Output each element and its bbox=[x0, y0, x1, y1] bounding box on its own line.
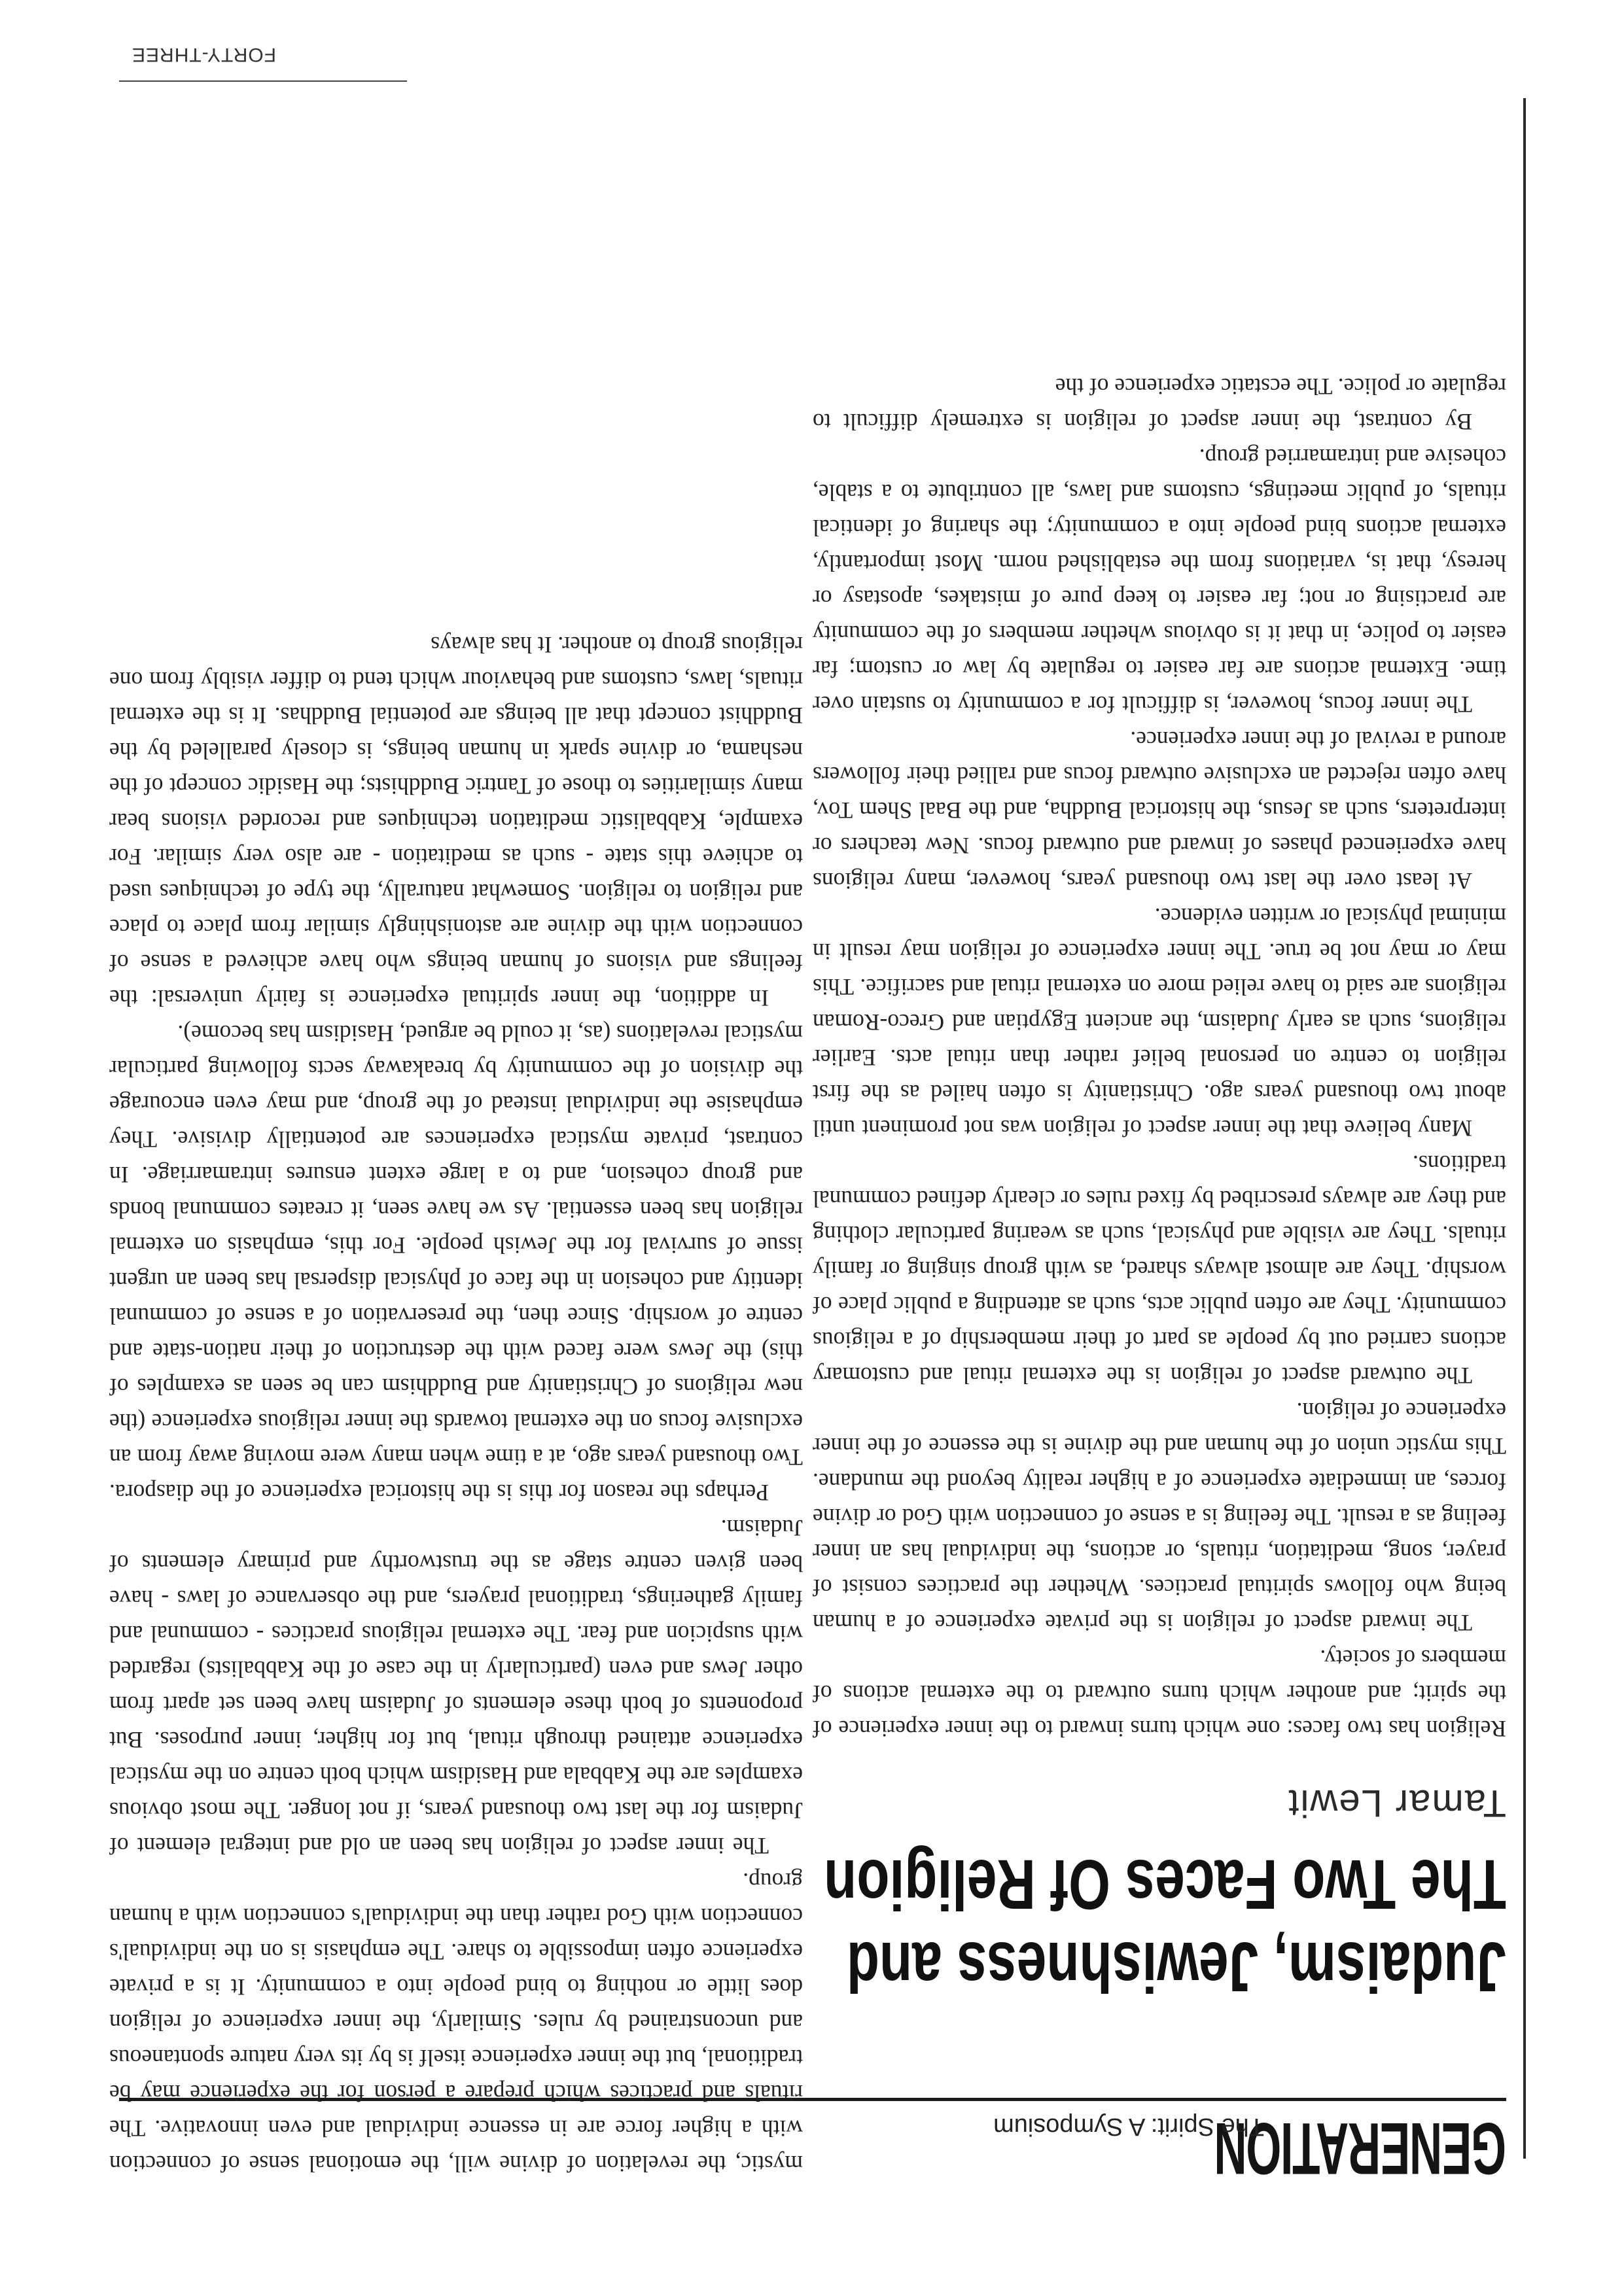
paragraph: The inward aspect of religion is the private experience of a human being who follows spiritual practices. Whether the practices consist of prayer, song, meditation, rituals, or actions, the individual has an inner feeling as a result. The feeling is a sense of connection with God or divine forces, an immediate experience of a higher reality beyond the mundane. This mystic union of the human and the divine is the essence of the inner experience of religion. bbox=[813, 1398, 1506, 1636]
paragraph: Many believe that the inner aspect of religion was not prominent until about two thousand years ago. Christianity is often hailed as the first religion to centre on personal belief rather than ritual acts. Earlier religions, such as early Judaism, the ancient Egyptian and Greco-Roman religions are said to have relied more on external ritual and sacrifice. This may or may not be true. The inner experience of religion may result in minimal physical or written evidence. bbox=[813, 903, 1506, 1141]
folio-rule bbox=[119, 80, 407, 82]
text-column-left bbox=[813, 369, 1506, 1747]
paragraph: At least over the last two thousand years, however, many religions have experienced phases of inward and outward focus. New teachers or interpreters, such as Jesus, the historical Buddha, and the Baal Shem Tov, have often rejected an exclusive outward focus and rallied their followers around a revival of the inner experience. bbox=[813, 727, 1506, 894]
paragraph: mystic, the revelation of divine will, the emotional sense of connection with a higher force are in essence individual and even innovative. The rituals and practices which prepare a person for the experience may be traditional, but the inner experience itself is by its very nature spontaneous and unconstrained by rules. Similarly, the inner experience of religion does little or nothing to bind people into a community. It is a private experience often impossible to share. The emphasis is on the individual's connection with God rather than the individual's connection with a human group. bbox=[109, 1868, 803, 2177]
text-column-right bbox=[109, 627, 803, 2182]
paragraph: The inner focus, however, is difficult for a community to sustain over time. External actions are far easier to regulate by law or custom; far easier to police, in that it is obvious whether members of the community are practising or not; far easier to keep pure of mistakes, apostasy or heresy, that is, variations from the established norm. Most importantly, external actions bind people into a community; the sharing of identical rituals, of public meetings, customs and laws, all contribute to a stable, cohesive and intramarried group. bbox=[813, 444, 1506, 718]
paragraph: In addition, the inner spiritual experience is fairly universal: the feelings and visions of human beings who have achieved a sense of connection with the divine are astonishingly similar from place to place and religion to religion. Somewhat naturally, the type of techniques used to achieve this state - such as meditation - are also very similar. For example, Kabbalistic meditation techniques and recorded visions bear many similarities to those of Tantric Buddhists; the Hasidic concept of the neshama, or divine spark in human beings, is closely paralleled by the Buddhist concept that all beings are potential Buddhas. It is the external rituals, laws, customs and behaviour which tend to differ visibly from one religious group to another. It has always bbox=[109, 632, 803, 1011]
article-title-line-2: The Two Faces Of Religion bbox=[824, 1845, 1506, 1924]
page-number: FORTY-THREE bbox=[131, 44, 276, 65]
paragraph: Perhaps the reason for this is the historical experience of the diaspora. Two thousand years ago, at a time when many were moving away from an exclusive focus on the external towards the inner religious experience (the new religions of Christianity and Buddhism can be seen as examples of this) the Jews were faced with the destruction of their nation-state and centre of worship. Since then, the preservation of a sense of communal identity and cohesion in the face of physical dispersal has been an urgent issue of survival for the Jewish people. For this, emphasis on external religion has been essential. As we have seen, it creates communal bonds and group cohesion, and to a large extent ensures intramarriage. In contrast, private mystical experiences are potentially divisive. They emphasise the individual instead of the group, and may even encourage the division of the community by breakaway sects following particular mystical revelations (as, it could be argued, Hasidism has become). bbox=[109, 1020, 803, 1506]
article-title-line-1: Judaism, Jewishness and bbox=[846, 1928, 1506, 2007]
paragraph: By contrast, the inner aspect of religion is extremely difficult to regulate or police. The ecstatic experience of the bbox=[813, 374, 1506, 435]
article-title bbox=[824, 1843, 1506, 2008]
paragraph: Religion has two faces: one which turns inward to the inner experience of the spirit; and another which turns outward to the external actions of members of society. bbox=[813, 1645, 1506, 1742]
masthead-title: GENERATION bbox=[1214, 2108, 1506, 2189]
margin-rule bbox=[1523, 98, 1526, 2159]
paragraph: The outward aspect of religion is the external ritual and customary actions carried out by people as part of their membership of a religious community. They are often public acts, such as attending a public place of worship. They are almost always shared, as with group singing or family rituals. They are visible and physical, such as wearing particular clothing and they are always prescribed by fixed rules or clearly defined communal traditions. bbox=[813, 1151, 1506, 1389]
paragraph: The inner aspect of religion has been an old and integral element of Judaism for the last two thousand years, if not longer. The most obvious examples are the Kabbala and Hasidism which both centre on the mystical experience attained through ritual, but for higher, inner purposes. But proponents of both these elements of Judaism have been set apart from other Jews and even (particularly in the case of the Kabbalists) regarded with suspicion and fear. The external religious practices - communal and family gatherings, traditional prayers, and the observance of laws - have been given centre stage as the trustworthy and primary elements of Judaism. bbox=[109, 1515, 803, 1859]
article-author: Tamar Lewit bbox=[1287, 1782, 1506, 1824]
masthead-subtitle: The Spirit: A Symposium bbox=[993, 2113, 1264, 2140]
